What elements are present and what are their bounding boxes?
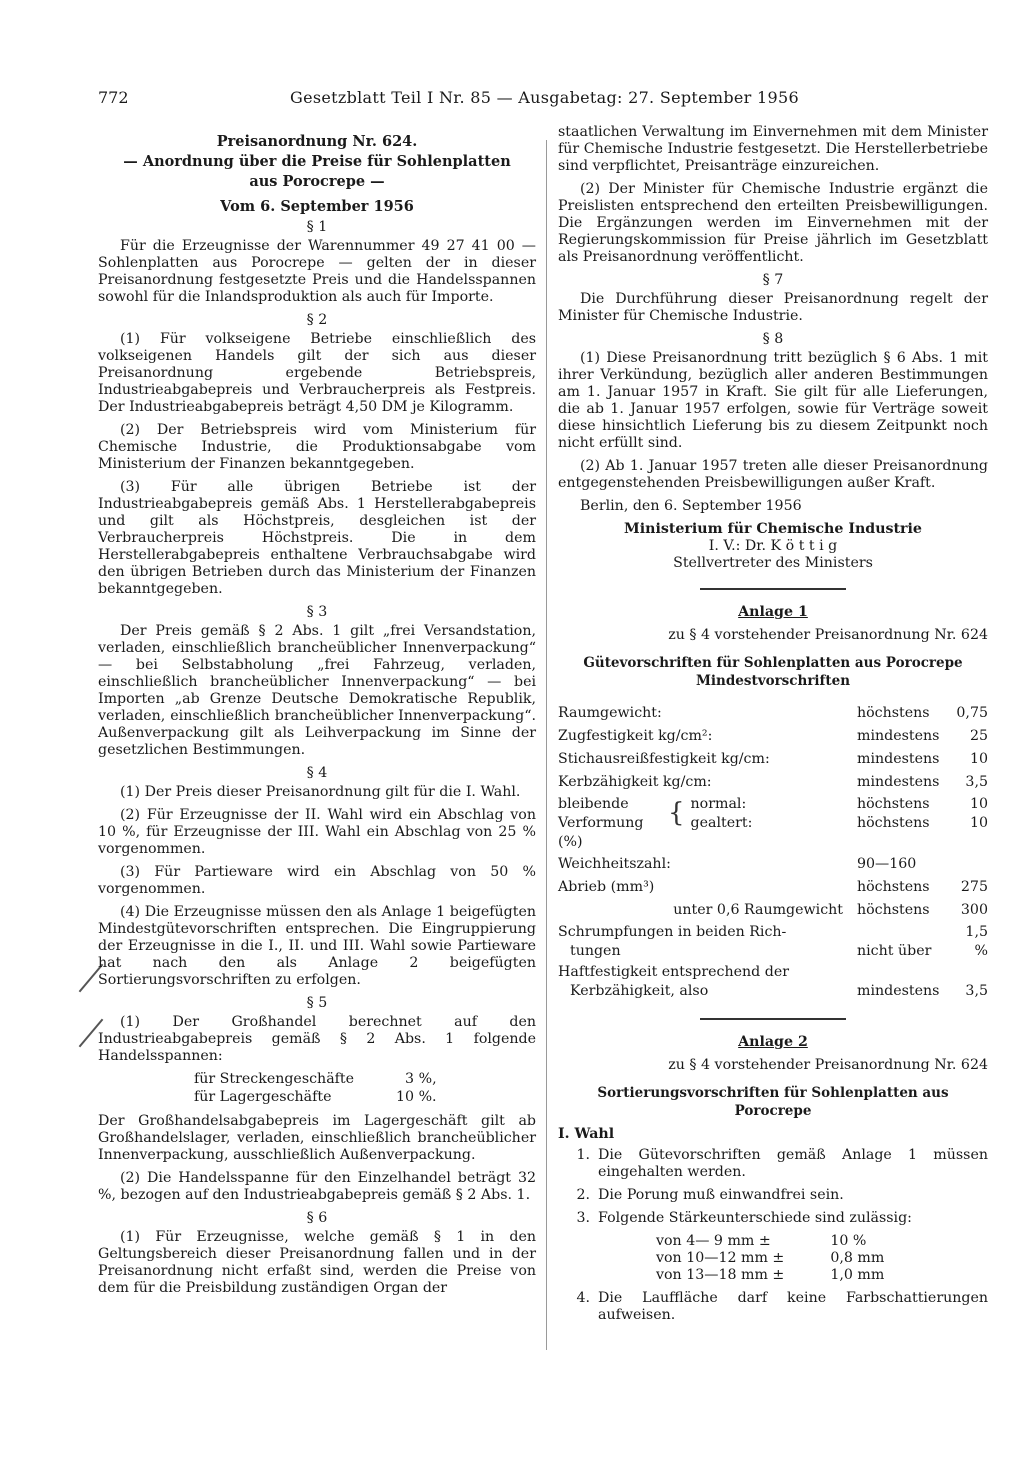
spec-row-abrasion	[558, 876, 988, 899]
list-item-text: Folgende Stärkeunterschiede sind zulässig:	[598, 1210, 912, 1226]
section-6-heading: § 6	[306, 1210, 328, 1226]
spec-label: Raumgewicht:	[558, 705, 662, 721]
deformation-normal: normal:	[690, 796, 747, 812]
adhesion-limit: mindestens	[857, 983, 940, 999]
list-item	[558, 1147, 988, 1181]
spec-row-adhesion	[558, 962, 988, 1002]
list-item-number: 2.	[576, 1187, 590, 1203]
tolerance-row	[656, 1267, 884, 1284]
annex-2-heading: Sortierungsvorschriften für Sohlenplatten aus Porocrepe	[597, 1085, 949, 1119]
brace-icon: {	[668, 798, 685, 828]
adhesion-value: 3,5	[965, 983, 988, 999]
spec-label: Zugfestigkeit kg/cm²:	[558, 728, 713, 744]
section-1-heading: § 1	[306, 219, 328, 235]
section-4-heading: § 4	[306, 765, 328, 781]
margin-label: für Lagergeschäfte	[194, 1089, 332, 1105]
abrasion-label: Abrieb (mm³)	[558, 879, 655, 895]
section-2-heading: § 2	[306, 312, 328, 328]
annex-2-reference: zu § 4 vorstehender Preisanordnung Nr. 624	[668, 1057, 988, 1073]
annex-2-title: Anlage 2	[738, 1034, 808, 1050]
deformation-limits	[857, 794, 952, 853]
spec-limit: mindestens	[857, 728, 940, 744]
annex-1-heading-line-2: Mindestvorschriften	[695, 673, 851, 689]
document-date: Vom 6. September 1956	[220, 198, 414, 215]
annex-2-section: I. Wahl	[558, 1126, 615, 1142]
shrinkage-limit: nicht über	[857, 943, 932, 959]
spec-value: 25	[969, 728, 988, 744]
shrinkage-label-2: tungen	[570, 943, 621, 959]
title-line-1: Preisanordnung Nr. 624.	[216, 133, 418, 150]
section-3-text: Der Preis gemäß § 2 Abs. 1 gilt „frei Versandstation, verladen, einschließlich brancheüblicher Innenverpackung“ — bei Selbstabholung „frei Fahrzeug, verladen, einschließlich brancheüblicher Innenverpackung“ — bei Importen „ab Grenze Deutsche Demokratische Republik, verladen, einschließlich brancheüblicher Innenverpackung“. Außenverpackung gilt als Leihverpackung im Sinne der gesetzlichen Bestimmungen.	[98, 623, 536, 758]
section-8-para-2: (2) Ab 1. Januar 1957 treten alle dieser Preisanordnung entgegenstehenden Preisbewilligungen außer Kraft.	[558, 458, 988, 491]
spec-limit: mindestens	[857, 751, 940, 767]
shrinkage-label-1: Schrumpfungen in beiden Rich-	[558, 924, 787, 940]
adhesion-label-1: Haftfestigkeit entsprechend der	[558, 964, 790, 980]
section-5-para-1: (1) Der Großhandel berechnet auf den Industrieabgabepreis gemäß § 2 Abs. 1 folgende Handelsspannen:	[98, 1014, 536, 1064]
title-line-2: — Anordnung über die Preise für Sohlenplatten	[123, 153, 511, 170]
shrinkage-value: 1,5 %	[965, 924, 988, 959]
list-item	[558, 1210, 988, 1227]
section-7-text: Die Durchführung dieser Preisanordnung regelt der Minister für Chemische Industrie.	[558, 291, 988, 324]
spec-label: Stichausreißfestigkeit kg/cm:	[558, 751, 770, 767]
deformation-value-1: 10	[969, 796, 988, 812]
tolerance-range: von 4— 9 mm ±	[656, 1233, 771, 1249]
section-2-para-3: (3) Für alle übrigen Betriebe ist der Industrieabgabepreis gemäß Abs. 1 Herstellerabgabepreis und gilt als Höchstpreis, desgleichen ist der Verbraucherpreis Höchstpreis. Die in dem Herstellerabgabepreis enthaltene Verbrauchsabgabe wird den übrigen Betrieben durch das Ministerium der Finanzen bekanntgegeben.	[98, 479, 536, 597]
deformation-aged: gealtert:	[690, 815, 753, 831]
section-4-para-2: (2) Für Erzeugnisse der II. Wahl wird ein Abschlag von 10 %, für Erzeugnisse der III. Wahl ein Abschlag von 25 % vorgenommen.	[98, 807, 536, 857]
section-8-heading: § 8	[762, 331, 784, 347]
deformation-labels	[558, 794, 857, 853]
separator-rule-2	[700, 1018, 846, 1020]
adhesion-label-2: Kerbzähigkeit, also	[570, 983, 709, 999]
section-6-para-1: (1) Für Erzeugnisse, welche gemäß § 1 in den Geltungsbereich dieser Preisanordnung fallen und in der Preisanordnung nicht erfaßt sind, werden die Preise von dem für die Preisbildung zuständigen Organ der	[98, 1229, 536, 1296]
list-item-text: Die Gütevorschriften gemäß Anlage 1 müssen eingehalten werden.	[598, 1147, 988, 1180]
section-5-heading: § 5	[306, 995, 328, 1011]
deformation-limit-2: höchstens	[857, 815, 930, 831]
tolerance-row	[656, 1250, 884, 1267]
abrasion-sub-label: unter 0,6 Raumgewicht	[673, 902, 843, 918]
annex-1-heading-line-1: Gütevorschriften für Sohlenplatten aus Porocrepe	[583, 655, 963, 671]
deformation-label-2: Verformung (%)	[558, 815, 644, 850]
list-item-text: Die Lauffläche darf keine Farbschattierungen aufweisen.	[598, 1290, 988, 1323]
adhesion-labels	[558, 962, 857, 1002]
list-item-number: 4.	[576, 1290, 590, 1306]
abrasion-value-1: 275	[960, 879, 988, 895]
shrinkage-labels	[558, 922, 857, 962]
tolerance-range: von 10—12 mm ±	[656, 1250, 785, 1266]
section-5-para-2: Der Großhandelsabgabepreis im Lagergeschäft gilt ab Großhandelslager, verladen, einschließlich brancheüblicher Innenverpackung, ausschließlich Außenverpackung.	[98, 1113, 536, 1163]
spec-limit: mindestens	[857, 774, 940, 790]
right-column	[558, 124, 988, 1330]
annex-1-reference: zu § 4 vorstehender Preisanordnung Nr. 624	[668, 627, 988, 643]
tolerance-row	[656, 1233, 884, 1250]
ministry-name: Ministerium für Chemische Industrie	[624, 521, 922, 537]
document-title	[98, 132, 536, 192]
section-5-para-3: (2) Die Handelsspanne für den Einzelhandel beträgt 32 %, bezogen auf den Industrieabgabepreis gemäß § 2 Abs. 1.	[98, 1170, 536, 1203]
section-8-para-1: (1) Diese Preisanordnung tritt bezüglich § 6 Abs. 1 mit ihrer Verkündung, bezüglich aller anderen Bestimmungen am 1. Januar 1957 in Kraft. Sie gilt für alle Lieferungen, die ab 1. Januar 1957 erfolgen, sowie für Verträge soweit diese hinsichtlich Lieferung bis zu diesem Zeitpunkt noch nicht erfüllt sind.	[558, 350, 988, 451]
list-item-number: 1.	[576, 1147, 590, 1163]
spec-limit: höchstens	[857, 705, 930, 721]
spec-value: 0,75	[956, 705, 988, 721]
running-header: Gesetzblatt Teil I Nr. 85 — Ausgabetag: 27. September 1956	[290, 88, 799, 107]
spec-value: 3,5	[965, 774, 988, 790]
section-2-para-2: (2) Der Betriebspreis wird vom Ministerium für Chemische Industrie, die Produktionsabgabe vom Ministerium der Finanzen bekanntgegeben.	[98, 422, 536, 472]
section-4-para-1: (1) Der Preis dieser Preisanordnung gilt für die I. Wahl.	[120, 784, 521, 800]
list-item	[558, 1187, 988, 1204]
spec-row-deformation	[558, 794, 988, 853]
section-6-para-2: (2) Der Minister für Chemische Industrie ergänzt die Preislisten entsprechend den erteilten Preisbewilligungen. Die Ergänzungen werden im Einvernehmen mit der Regierungskommission für Preise jährlich im Gesetzblatt als Preisanordnung veröffentlicht.	[558, 181, 988, 265]
abrasion-limit-2: höchstens	[857, 902, 930, 918]
spec-row-softness	[558, 853, 988, 876]
section-3-heading: § 3	[306, 604, 328, 620]
thickness-tolerance-table	[656, 1233, 884, 1284]
abrasion-value-2: 300	[960, 902, 988, 918]
abrasion-limit-1: höchstens	[857, 879, 930, 895]
margin-row	[194, 1071, 437, 1089]
page-number: 772	[98, 88, 129, 107]
tolerance-value: 0,8 mm	[830, 1250, 885, 1266]
margin-value: 10 %.	[396, 1089, 437, 1105]
section-7-heading: § 7	[762, 272, 784, 288]
separator-rule	[700, 588, 846, 590]
section-6-continuation: staatlichen Verwaltung im Einvernehmen mit dem Minister für Chemische Industrie festgesetzt. Die Herstellerbetriebe sind verpflichtet, Preisanträge einzureichen.	[558, 124, 988, 174]
section-4-para-3: (3) Für Partieware wird ein Abschlag von 50 % vorgenommen.	[98, 864, 536, 897]
spec-value: 10	[969, 751, 988, 767]
softness-value: 90—160	[857, 856, 917, 872]
margin-value: 3 %,	[405, 1071, 437, 1087]
title-line-3: aus Porocrepe —	[249, 173, 385, 190]
tolerance-value: 1,0 mm	[830, 1267, 885, 1283]
section-2-para-1: (1) Für volkseigene Betriebe einschließlich des volkseigenen Handels gilt der sich aus dieser Preisanordnung ergebende Betriebspreis, Industrieabgabepreis und Verbraucherpreis als Festpreis. Der Industrieabgabepreis beträgt 4,50 DM je Kilogramm.	[98, 331, 536, 415]
place-date: Berlin, den 6. September 1956	[580, 498, 802, 514]
spec-row	[558, 748, 988, 771]
list-item	[558, 1290, 988, 1324]
tolerance-value: 10 %	[830, 1233, 867, 1249]
spec-row-shrinkage	[558, 922, 988, 962]
spec-row	[558, 725, 988, 748]
annex-1-heading	[558, 654, 988, 690]
spec-row-abrasion-sub	[558, 899, 988, 922]
spec-row	[558, 702, 988, 725]
deformation-value-2: 10	[969, 815, 988, 831]
section-4-para-4: (4) Die Erzeugnisse müssen den als Anlage 1 beigefügten Mindestgütevorschriften entsprechen. Die Eingruppierung der Erzeugnisse in die I., II. und III. Wahl sowie Partieware hat nach den als Anlage 2 beigefügten Sortierungsvorschriften zu erfolgen.	[98, 904, 536, 988]
left-column	[98, 124, 536, 1303]
margin-label: für Streckengeschäfte	[194, 1071, 355, 1087]
trade-margins-table	[194, 1071, 437, 1107]
margin-row	[194, 1089, 437, 1107]
softness-label: Weichheitszahl:	[558, 856, 671, 872]
annex-1-title: Anlage 1	[738, 604, 808, 620]
column-divider	[546, 140, 547, 1350]
deformation-limit-1: höchstens	[857, 796, 930, 812]
spec-row	[558, 771, 988, 794]
deformation-values	[952, 794, 988, 853]
section-1-text: Für die Erzeugnisse der Warennummer 49 27 41 00 — Sohlenplatten aus Porocrepe — gelten der in dieser Preisanordnung festgesetzte Preis und die Handelsspannen sowohl für die Inlandsproduktion als auch für Importe.	[98, 238, 536, 305]
signatory-title: Stellvertreter des Ministers	[673, 555, 873, 571]
list-item-text: Die Porung muß einwandfrei sein.	[598, 1187, 844, 1203]
tolerance-range: von 13—18 mm ±	[656, 1267, 785, 1283]
signatory: I. V.: Dr. K ö t t i g	[708, 538, 838, 554]
quality-spec-table	[558, 702, 988, 1002]
deformation-label-1: bleibende	[558, 796, 629, 812]
list-item-number: 3.	[576, 1210, 590, 1226]
spec-label: Kerbzähigkeit kg/cm:	[558, 774, 712, 790]
